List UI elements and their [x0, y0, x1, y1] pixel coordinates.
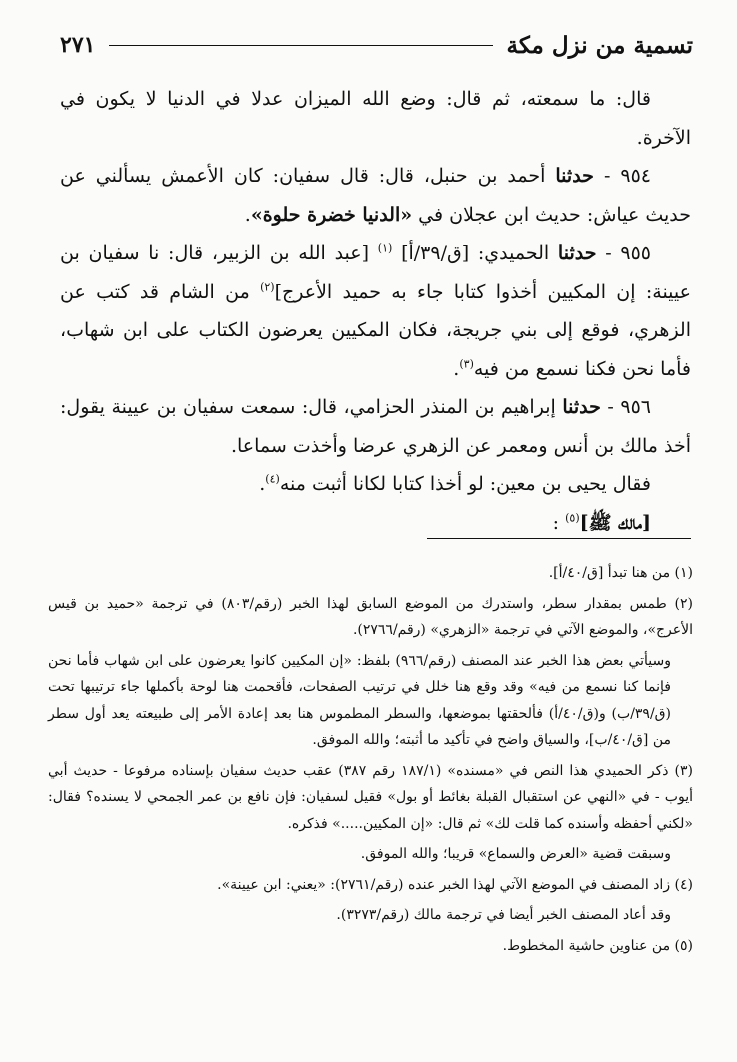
hadith-number: ٩٥٦ - [607, 396, 651, 418]
footnote-1: (١) من هنا تبدأ [ق/٤٠/أ]. [548, 565, 693, 581]
footnote-ref-3[interactable]: (٣) [459, 357, 474, 371]
footnote-ref-5[interactable]: (٥) [565, 511, 580, 525]
paragraph-954 [60, 157, 691, 234]
footnote-ref-1[interactable]: (١) [377, 241, 393, 255]
haddatha-word: حدثنا [557, 242, 597, 264]
footnote-ref-4[interactable]: (٤) [265, 472, 280, 486]
header-rule [109, 45, 492, 46]
paragraph-text: قال: ما سمعته، ثم قال: وضع الله الميزان عدلا في الدنيا لا يكون في الآخرة. [60, 88, 691, 149]
footnote-3-continued: وسبقت قضية «العرض والسماع» قريبا؛ والله الموفق. [360, 846, 671, 862]
paragraph-end: . [244, 203, 251, 226]
paragraph-text: إبراهيم بن المنذر الحزامي، قال: سمعت سفيان بن عيينة يقول: أخذ مالك بن أنس ومعمر عن الزهري عرضا وأخذت سماعا. [60, 396, 691, 457]
footnote-separator [427, 538, 691, 539]
footnote-2-continued: وسيأتي بعض هذا الخبر عند المصنف (رقم/٩٦٦) بلفظ: «إن المكيين كانوا يعرضون على ابن شهاب فأما نحن فإنما كنا نسمع من فيه» وقد وقع هنا خلل في ترتيب الصفحات، فأقحمت هنا لوحة بأكملها جاء ترتيبها تحت (ق/٣٩/ب) و(ق/٤٠/أ) فألحقتها بموضعها، والسطر المطموس هنا بعد إعادة الأمر إلى طبيعته يعد أول سطر من [ق/٤٠/ب]، والسياق واضح في تأكيد ما أثبته؛ والله الموفق. [48, 652, 671, 748]
footnote-4-continued: وقد أعاد المصنف الخبر أيضا في ترجمة مالك (رقم/٣٢٧٣). [336, 907, 671, 923]
paragraph-956 [60, 388, 691, 465]
paragraph-text: من الشام قد كتب عن الزهري، فوقع إلى بني جريجة، فكان المكيين يعرضون الكتاب على ابن شهاب، فأما نحن فكنا نسمع من فيه [60, 280, 691, 380]
hadith-number: ٩٥٤ - [603, 165, 651, 187]
footnote-2: (٢) طمس بمقدار سطر، واستدرك من الموضع السابق لهذا الخبر (رقم/٨٠٣) في ترجمة «حميد بن قيس الأعرج»، والموضع الآتي في ترجمة «الزهري» (رقم/٢٧٦٦). [48, 595, 694, 638]
paragraph-text: [عبد الله بن الزبير، قال: نا سفيان بن عيينة: إن المكيين أخذوا كتابا جاء به حميد الأعرج] [60, 242, 691, 303]
paragraph-text: الحميدي: [ق/٣٩/أ] [401, 242, 550, 264]
paragraph-end: : [552, 511, 560, 534]
footnote-3: (٣) ذكر الحميدي هذا النص في «مسنده» (١٨٧/١ رقم ٣٨٧) عقب حديث سفيان بإسناده مرفوعا - حديث أبي أيوب - في «النهي عن استقبال القبلة بغائط أو بول» فقيل لسفيان: فإن نافع بن عمر الجمحي لا يسنده؟ فقال: «لكني أحفظه وأسنده كما قلت لك» ثم قال: «إن المكيين.....» فذكره. [48, 762, 694, 832]
section-title: [مالك ﷺ] [579, 511, 651, 534]
paragraph-end: . [453, 357, 460, 380]
footnotes [48, 560, 693, 963]
quoted-hadith-title: «الدنيا خضرة حلوة» [250, 203, 413, 226]
running-title: تسمية من نزل مكة [506, 31, 693, 59]
paragraph-text: فقال يحيى بن معين: لو أخذا كتابا لكانا أثبت منه [279, 473, 651, 495]
page-number: ٢٧١ [60, 32, 96, 58]
paragraph-955 [60, 234, 691, 388]
footnote-5: (٥) من عناوين حاشية المخطوط. [502, 937, 693, 954]
page-header [60, 28, 693, 62]
main-text [60, 80, 691, 542]
footnote-4: (٤) زاد المصنف في الموضع الآتي لهذا الخبر عنده (رقم/٢٧٦١): «يعني: ابن عيينة». [217, 876, 693, 893]
paragraph-953-end [60, 80, 691, 157]
footnote-ref-2[interactable]: (٢) [260, 280, 275, 294]
paragraph-ibn-maeen [60, 465, 691, 504]
paragraph-end: . [259, 473, 266, 495]
paragraph-text: أحمد بن حنبل، قال: قال سفيان: كان الأعمش يسألني عن حديث عياش: حديث ابن عجلان في [60, 165, 691, 226]
haddatha-word: حدثنا [555, 165, 594, 187]
hadith-number: ٩٥٥ - [605, 242, 651, 264]
section-heading-malik [60, 504, 691, 543]
haddatha-word: حدثنا [562, 396, 601, 418]
